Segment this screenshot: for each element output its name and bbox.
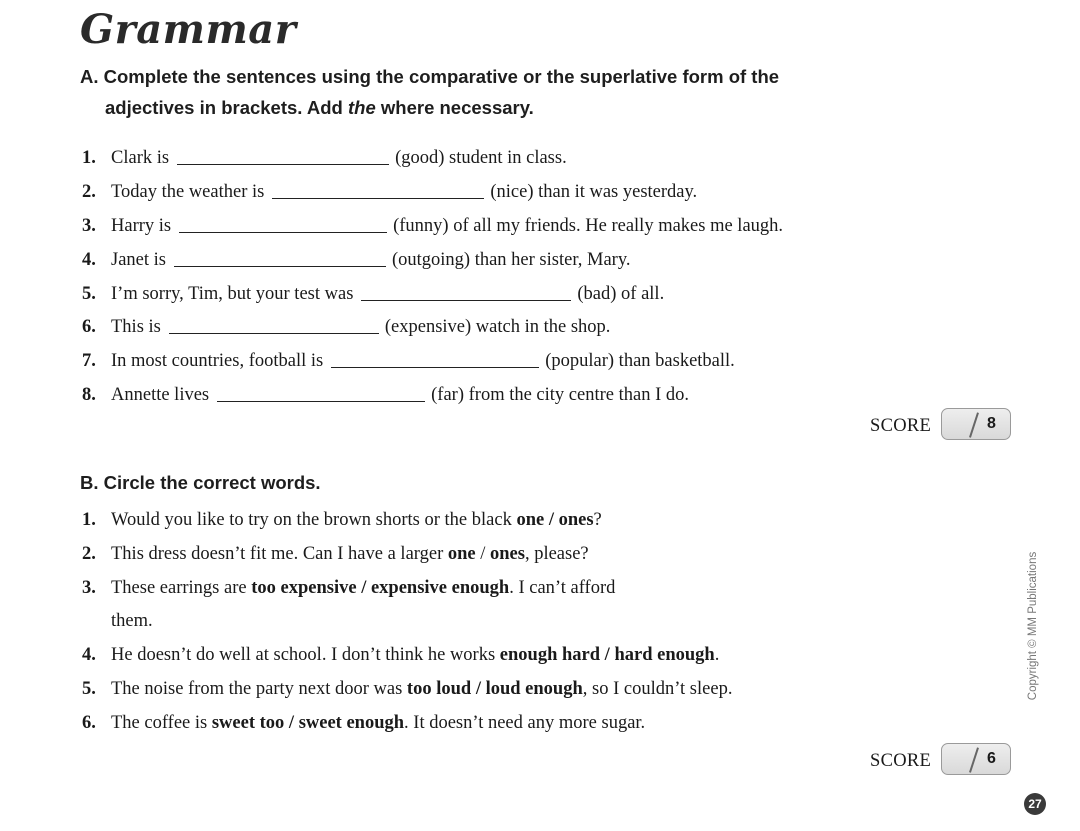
option-1[interactable]: one [447,544,476,564]
section-a-heading [80,66,779,119]
answer-blank[interactable] [272,198,484,199]
option-2[interactable]: expensive enough [370,578,510,598]
exercise-a-item-3: 3. Harry is (funny) of all my friends. He really makes me laugh. [82,216,784,236]
answer-blank[interactable] [169,333,379,334]
copyright-notice: Copyright © MM Publications [1027,551,1039,701]
score-max-b: 6 [987,750,996,767]
exercise-b-item-6: 6. The coffee is sweet too / sweet enough. It doesn’t need any more sugar. [82,713,646,733]
page-title: Grammar [80,6,297,53]
page-number-badge: 27 [1024,793,1046,815]
answer-blank[interactable] [331,367,539,368]
option-2[interactable]: hard enough [614,645,715,665]
answer-blank[interactable] [177,164,389,165]
section-b-heading: B. Circle the correct words. [80,472,321,493]
exercise-b-item-4: 4. He doesn’t do well at school. I don’t think he works enough hard / hard enough. [82,645,720,665]
score-label-b: SCORE [870,751,932,771]
score-box-a[interactable] [941,408,1011,440]
score-slash [969,412,978,437]
score-box-b[interactable] [941,743,1011,775]
score-label-a: SCORE [870,416,932,436]
exercise-b-item-3: 3. These earrings are too expensive / expensive enough. I can’t afford [82,578,616,598]
option-1[interactable]: sweet too [211,713,285,733]
exercise-a-item-2: 2. Today the weather is (nice) than it was yesterday. [82,182,698,202]
answer-blank[interactable] [361,300,571,301]
score-slash [969,747,978,772]
option-1[interactable]: too expensive [251,578,357,598]
exercise-a-item-5: 5. I’m sorry, Tim, but your test was (bad) of all. [82,284,665,304]
exercise-b-item-2: 2. This dress doesn’t fit me. Can I have a larger one / ones, please? [82,544,589,564]
option-2[interactable]: ones [558,510,594,530]
option-1[interactable]: too loud [406,679,472,699]
exercise-b-item-1: 1. Would you like to try on the brown shorts or the black one / ones? [82,510,602,530]
answer-blank[interactable] [174,266,386,267]
option-1[interactable]: enough hard [499,645,601,665]
option-2[interactable]: sweet enough [298,713,405,733]
exercise-a-item-4: 4. Janet is (outgoing) than her sister, Mary. [82,250,631,270]
option-2[interactable]: loud enough [485,679,583,699]
exercise-b-item-3-continuation: them. [111,611,153,631]
exercise-a-item-8: 8. Annette lives (far) from the city centre than I do. [82,385,689,405]
option-1[interactable]: one [516,510,545,530]
exercise-a-item-6: 6. This is (expensive) watch in the shop. [82,317,611,337]
exercise-a-item-1: 1. Clark is (good) student in class. [82,148,567,168]
option-2[interactable]: ones [490,544,525,564]
answer-blank[interactable] [217,401,425,402]
exercise-b-item-5: 5. The noise from the party next door was too loud / loud enough, so I couldn’t sleep. [82,679,733,699]
exercise-a-item-7: 7. In most countries, football is (popular) than basketball. [82,351,735,371]
score-max-a: 8 [987,415,996,432]
section-a-heading-line2: adjectives in brackets. Add the where necessary. [105,97,534,118]
answer-blank[interactable] [179,232,387,233]
section-a-heading-line1: A. Complete the sentences using the comparative or the superlative form of the [80,66,780,87]
